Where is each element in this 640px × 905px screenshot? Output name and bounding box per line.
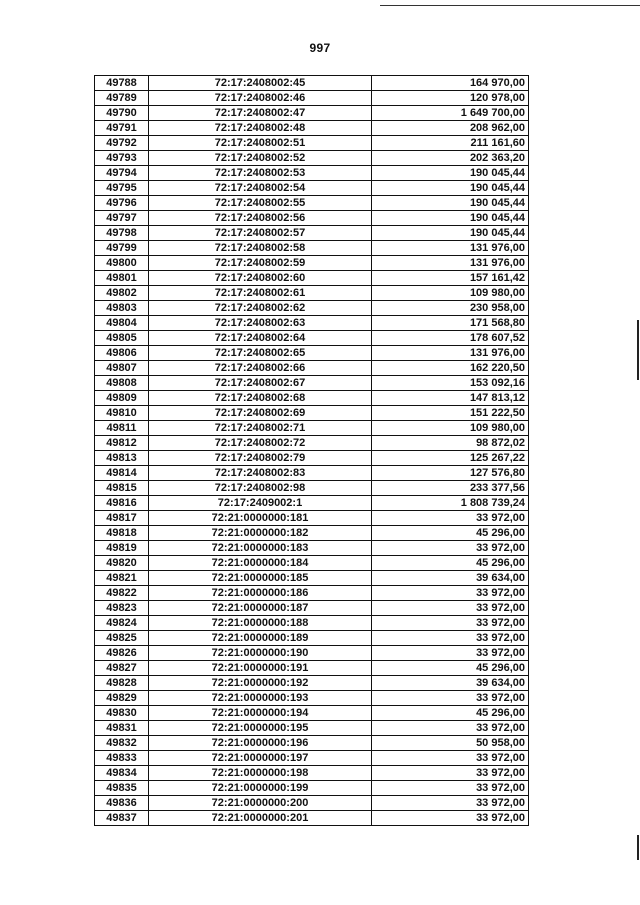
table-row	[95, 391, 529, 406]
table-row	[95, 136, 529, 151]
cadastral-number-cell: 72:17:2408002:67	[149, 376, 372, 391]
value-cell: 33 972,00	[372, 646, 529, 661]
table-row	[95, 481, 529, 496]
cadastral-number-cell: 72:21:0000000:199	[149, 781, 372, 796]
row-number-cell: 49812	[95, 436, 149, 451]
row-number-cell: 49807	[95, 361, 149, 376]
row-number-cell: 49798	[95, 226, 149, 241]
table-row	[95, 691, 529, 706]
table-row	[95, 91, 529, 106]
value-cell: 147 813,12	[372, 391, 529, 406]
row-number-cell: 49806	[95, 346, 149, 361]
row-number-cell: 49811	[95, 421, 149, 436]
cadastral-number-cell: 72:17:2408002:66	[149, 361, 372, 376]
row-number-cell: 49791	[95, 121, 149, 136]
cadastral-number-cell: 72:17:2408002:47	[149, 106, 372, 121]
cadastral-number-cell: 72:21:0000000:197	[149, 751, 372, 766]
row-number-cell: 49825	[95, 631, 149, 646]
value-cell: 33 972,00	[372, 796, 529, 811]
row-number-cell: 49790	[95, 106, 149, 121]
table-row	[95, 241, 529, 256]
cadastral-number-cell: 72:17:2408002:68	[149, 391, 372, 406]
row-number-cell: 49802	[95, 286, 149, 301]
table-row	[95, 76, 529, 91]
value-cell: 109 980,00	[372, 421, 529, 436]
cadastral-number-cell: 72:21:0000000:192	[149, 676, 372, 691]
cadastral-number-cell: 72:17:2408002:57	[149, 226, 372, 241]
row-number-cell: 49788	[95, 76, 149, 91]
row-number-cell: 49817	[95, 511, 149, 526]
cadastral-number-cell: 72:21:0000000:181	[149, 511, 372, 526]
cadastral-number-cell: 72:21:0000000:185	[149, 571, 372, 586]
value-cell: 190 045,44	[372, 181, 529, 196]
value-cell: 45 296,00	[372, 661, 529, 676]
cadastral-number-cell: 72:21:0000000:186	[149, 586, 372, 601]
cadastral-number-cell: 72:21:0000000:198	[149, 766, 372, 781]
row-number-cell: 49829	[95, 691, 149, 706]
cadastral-number-cell: 72:17:2408002:79	[149, 451, 372, 466]
value-cell: 33 972,00	[372, 631, 529, 646]
cadastral-number-cell: 72:17:2408002:55	[149, 196, 372, 211]
value-cell: 153 092,16	[372, 376, 529, 391]
value-cell: 45 296,00	[372, 706, 529, 721]
value-cell: 33 972,00	[372, 541, 529, 556]
table-row	[95, 226, 529, 241]
row-number-cell: 49805	[95, 331, 149, 346]
table-row	[95, 286, 529, 301]
value-cell: 33 972,00	[372, 811, 529, 826]
value-cell: 190 045,44	[372, 211, 529, 226]
cadastral-number-cell: 72:17:2408002:69	[149, 406, 372, 421]
cadastral-number-cell: 72:21:0000000:182	[149, 526, 372, 541]
row-number-cell: 49795	[95, 181, 149, 196]
table-row	[95, 646, 529, 661]
row-number-cell: 49824	[95, 616, 149, 631]
value-cell: 33 972,00	[372, 616, 529, 631]
value-cell: 109 980,00	[372, 286, 529, 301]
table-row	[95, 151, 529, 166]
value-cell: 33 972,00	[372, 751, 529, 766]
row-number-cell: 49831	[95, 721, 149, 736]
row-number-cell: 49819	[95, 541, 149, 556]
row-number-cell: 49830	[95, 706, 149, 721]
value-cell: 157 161,42	[372, 271, 529, 286]
row-number-cell: 49796	[95, 196, 149, 211]
value-cell: 1 808 739,24	[372, 496, 529, 511]
table-row	[95, 796, 529, 811]
page-number: 997	[309, 41, 331, 55]
cadastral-number-cell: 72:17:2408002:60	[149, 271, 372, 286]
row-number-cell: 49827	[95, 661, 149, 676]
cadastral-number-cell: 72:21:0000000:201	[149, 811, 372, 826]
value-cell: 45 296,00	[372, 526, 529, 541]
cadastral-number-cell: 72:21:0000000:195	[149, 721, 372, 736]
row-number-cell: 49804	[95, 316, 149, 331]
cadastral-number-cell: 72:17:2408002:83	[149, 466, 372, 481]
value-cell: 190 045,44	[372, 226, 529, 241]
table-row	[95, 541, 529, 556]
value-cell: 230 958,00	[372, 301, 529, 316]
row-number-cell: 49810	[95, 406, 149, 421]
table-row	[95, 511, 529, 526]
cadastral-number-cell: 72:17:2408002:72	[149, 436, 372, 451]
row-number-cell: 49836	[95, 796, 149, 811]
scan-top-line	[380, 5, 640, 6]
value-cell: 33 972,00	[372, 721, 529, 736]
value-cell: 190 045,44	[372, 166, 529, 181]
scan-edge-mark	[637, 320, 639, 380]
cadastral-number-cell: 72:17:2408002:53	[149, 166, 372, 181]
row-number-cell: 49835	[95, 781, 149, 796]
table-row	[95, 721, 529, 736]
cadastral-number-cell: 72:21:0000000:200	[149, 796, 372, 811]
table-row	[95, 316, 529, 331]
table-row	[95, 496, 529, 511]
table-row	[95, 106, 529, 121]
row-number-cell: 49834	[95, 766, 149, 781]
cadastral-number-cell: 72:17:2408002:54	[149, 181, 372, 196]
value-cell: 125 267,22	[372, 451, 529, 466]
row-number-cell: 49816	[95, 496, 149, 511]
table-row	[95, 256, 529, 271]
cadastral-number-cell: 72:17:2408002:63	[149, 316, 372, 331]
table-row	[95, 526, 529, 541]
cadastral-number-cell: 72:21:0000000:194	[149, 706, 372, 721]
cadastral-number-cell: 72:17:2408002:71	[149, 421, 372, 436]
table-row	[95, 811, 529, 826]
value-cell: 233 377,56	[372, 481, 529, 496]
table-row	[95, 466, 529, 481]
row-number-cell: 49826	[95, 646, 149, 661]
row-number-cell: 49801	[95, 271, 149, 286]
value-cell: 202 363,20	[372, 151, 529, 166]
row-number-cell: 49794	[95, 166, 149, 181]
table-row	[95, 616, 529, 631]
cadastral-number-cell: 72:17:2408002:65	[149, 346, 372, 361]
cadastral-number-cell: 72:21:0000000:191	[149, 661, 372, 676]
cadastral-number-cell: 72:21:0000000:196	[149, 736, 372, 751]
cadastral-number-cell: 72:21:0000000:193	[149, 691, 372, 706]
row-number-cell: 49828	[95, 676, 149, 691]
table-row	[95, 631, 529, 646]
cadastral-number-cell: 72:21:0000000:190	[149, 646, 372, 661]
row-number-cell: 49823	[95, 601, 149, 616]
cadastral-number-cell: 72:17:2408002:62	[149, 301, 372, 316]
table-row	[95, 406, 529, 421]
value-cell: 131 976,00	[372, 256, 529, 271]
table-row	[95, 361, 529, 376]
value-cell: 45 296,00	[372, 556, 529, 571]
value-cell: 39 634,00	[372, 571, 529, 586]
table-row	[95, 196, 529, 211]
value-cell: 39 634,00	[372, 676, 529, 691]
table-row	[95, 751, 529, 766]
table-row	[95, 571, 529, 586]
table-row	[95, 376, 529, 391]
row-number-cell: 49822	[95, 586, 149, 601]
value-cell: 162 220,50	[372, 361, 529, 376]
cadastral-number-cell: 72:21:0000000:189	[149, 631, 372, 646]
table-row	[95, 331, 529, 346]
table-row	[95, 736, 529, 751]
value-cell: 33 972,00	[372, 781, 529, 796]
cadastral-number-cell: 72:17:2408002:59	[149, 256, 372, 271]
row-number-cell: 49809	[95, 391, 149, 406]
row-number-cell: 49803	[95, 301, 149, 316]
table-row	[95, 346, 529, 361]
value-cell: 208 962,00	[372, 121, 529, 136]
value-cell: 33 972,00	[372, 691, 529, 706]
row-number-cell: 49808	[95, 376, 149, 391]
table-row	[95, 421, 529, 436]
cadastral-number-cell: 72:17:2408002:64	[149, 331, 372, 346]
cadastral-number-cell: 72:17:2408002:48	[149, 121, 372, 136]
cadastral-number-cell: 72:17:2408002:61	[149, 286, 372, 301]
row-number-cell: 49833	[95, 751, 149, 766]
cadastral-number-cell: 72:21:0000000:184	[149, 556, 372, 571]
value-cell: 33 972,00	[372, 766, 529, 781]
value-cell: 127 576,80	[372, 466, 529, 481]
scan-edge-mark	[637, 835, 639, 860]
row-number-cell: 49814	[95, 466, 149, 481]
value-cell: 178 607,52	[372, 331, 529, 346]
table-row	[95, 436, 529, 451]
cadastral-number-cell: 72:17:2409002:1	[149, 496, 372, 511]
value-cell: 33 972,00	[372, 586, 529, 601]
cadastral-number-cell: 72:17:2408002:58	[149, 241, 372, 256]
value-cell: 164 970,00	[372, 76, 529, 91]
table-row	[95, 301, 529, 316]
value-cell: 151 222,50	[372, 406, 529, 421]
registry-table	[94, 75, 529, 826]
table-row	[95, 601, 529, 616]
table-row	[95, 556, 529, 571]
value-cell: 131 976,00	[372, 241, 529, 256]
value-cell: 120 978,00	[372, 91, 529, 106]
value-cell: 33 972,00	[372, 601, 529, 616]
table-row	[95, 121, 529, 136]
table-row	[95, 661, 529, 676]
cadastral-number-cell: 72:17:2408002:51	[149, 136, 372, 151]
table-row	[95, 766, 529, 781]
value-cell: 190 045,44	[372, 196, 529, 211]
row-number-cell: 49832	[95, 736, 149, 751]
row-number-cell: 49800	[95, 256, 149, 271]
cadastral-number-cell: 72:17:2408002:46	[149, 91, 372, 106]
value-cell: 211 161,60	[372, 136, 529, 151]
row-number-cell: 49820	[95, 556, 149, 571]
table-row	[95, 676, 529, 691]
table-row	[95, 166, 529, 181]
table-row	[95, 706, 529, 721]
value-cell: 1 649 700,00	[372, 106, 529, 121]
row-number-cell: 49793	[95, 151, 149, 166]
cadastral-number-cell: 72:21:0000000:187	[149, 601, 372, 616]
table-row	[95, 451, 529, 466]
row-number-cell: 49789	[95, 91, 149, 106]
value-cell: 98 872,02	[372, 436, 529, 451]
value-cell: 171 568,80	[372, 316, 529, 331]
row-number-cell: 49813	[95, 451, 149, 466]
table-row	[95, 586, 529, 601]
row-number-cell: 49792	[95, 136, 149, 151]
cadastral-number-cell: 72:17:2408002:45	[149, 76, 372, 91]
cadastral-number-cell: 72:21:0000000:188	[149, 616, 372, 631]
cadastral-number-cell: 72:17:2408002:98	[149, 481, 372, 496]
value-cell: 50 958,00	[372, 736, 529, 751]
row-number-cell: 49818	[95, 526, 149, 541]
row-number-cell: 49821	[95, 571, 149, 586]
row-number-cell: 49815	[95, 481, 149, 496]
cadastral-number-cell: 72:21:0000000:183	[149, 541, 372, 556]
value-cell: 131 976,00	[372, 346, 529, 361]
row-number-cell: 49797	[95, 211, 149, 226]
table-row	[95, 271, 529, 286]
table-row	[95, 211, 529, 226]
table-row	[95, 181, 529, 196]
cadastral-number-cell: 72:17:2408002:52	[149, 151, 372, 166]
value-cell: 33 972,00	[372, 511, 529, 526]
table-row	[95, 781, 529, 796]
row-number-cell: 49837	[95, 811, 149, 826]
cadastral-number-cell: 72:17:2408002:56	[149, 211, 372, 226]
row-number-cell: 49799	[95, 241, 149, 256]
